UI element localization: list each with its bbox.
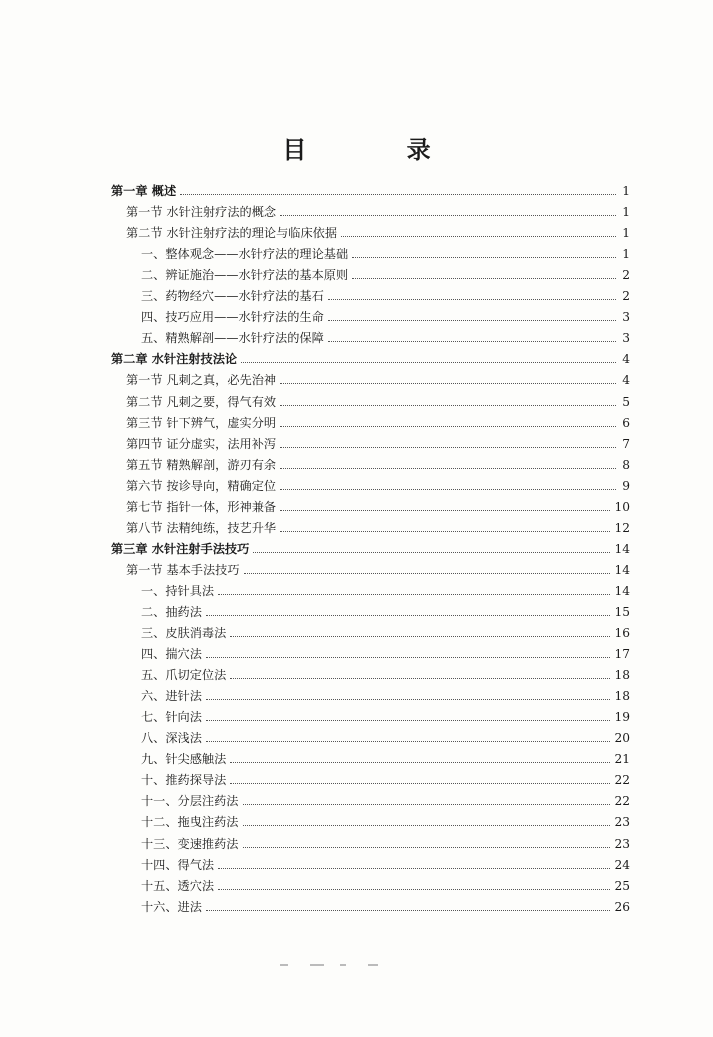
toc-section-entry — [111, 557, 630, 578]
toc-section-entry — [111, 515, 630, 536]
toc-chapter-entry — [111, 178, 630, 199]
dot-leader — [230, 635, 610, 637]
toc-entry-label: 第五节 精熟解剖，游刃有余 — [126, 457, 277, 472]
dot-leader — [328, 340, 616, 342]
dot-leader — [206, 719, 611, 721]
dot-leader — [280, 446, 616, 448]
dot-leader — [218, 867, 610, 869]
toc-entry-label: 二、抽药法 — [141, 604, 202, 619]
toc-section-entry — [111, 494, 630, 515]
toc-entry-label: 第一节 基本手法技巧 — [126, 562, 240, 577]
toc-entry-label: 十三、变速推药法 — [141, 836, 239, 851]
toc-entry-page: 21 — [614, 752, 630, 767]
dot-leader — [352, 277, 616, 279]
toc-entry-page: 18 — [614, 668, 630, 683]
toc-entry-page: 7 — [622, 436, 630, 451]
toc-entry-label: 第二章 水针注射技法论 — [111, 352, 238, 367]
toc-entry-label: 第八节 法精纯练，技艺升华 — [126, 520, 277, 535]
dot-leader — [230, 761, 610, 763]
toc-subsection-entry — [111, 746, 630, 767]
toc-entry-page: 24 — [614, 857, 630, 872]
dot-leader — [230, 677, 610, 679]
toc-subsection-entry — [111, 809, 630, 830]
dot-leader — [243, 803, 611, 805]
toc-entry-label: 第七节 指针一体，形神兼备 — [126, 499, 277, 514]
toc-entry-label: 第二节 水针注射疗法的理论与临床依据 — [126, 226, 338, 241]
dot-leader — [280, 425, 616, 427]
toc-entry-label: 第三章 水针注射手法技巧 — [111, 541, 250, 556]
toc-entry-label: 一、持针具法 — [141, 583, 215, 598]
toc-subsection-entry — [111, 599, 630, 620]
toc-entry-label: 第一章 概述 — [111, 184, 177, 199]
dot-leader — [206, 698, 611, 700]
toc-entry-page: 15 — [614, 604, 630, 619]
toc-entry-label: 第二节 凡刺之要，得气有效 — [126, 394, 277, 409]
dot-leader — [206, 614, 611, 616]
toc-entry-page: 4 — [622, 352, 630, 367]
toc-entry-page: 1 — [622, 184, 630, 199]
toc-entry-page: 10 — [614, 499, 630, 514]
toc-entry-page: 16 — [614, 626, 630, 641]
toc-entry-page: 14 — [614, 541, 630, 556]
dot-leader — [280, 382, 616, 384]
toc-entry-page: 14 — [614, 562, 630, 577]
toc-entry-page: 3 — [622, 310, 630, 325]
dot-leader — [280, 404, 616, 406]
toc-entry-label: 第四节 证分虚实，法用补泻 — [126, 436, 277, 451]
dot-leader — [352, 256, 616, 258]
toc-entry-page: 1 — [622, 205, 630, 220]
toc-subsection-entry — [111, 683, 630, 704]
table-of-contents — [111, 178, 630, 915]
toc-subsection-entry — [111, 620, 630, 641]
toc-entry-page: 4 — [622, 373, 630, 388]
dot-leader — [244, 572, 611, 574]
dot-leader — [341, 235, 616, 237]
toc-entry-label: 第六节 按诊导向，精确定位 — [126, 478, 277, 493]
dot-leader — [218, 593, 610, 595]
toc-section-entry — [111, 220, 630, 241]
toc-entry-label: 五、爪切定位法 — [141, 668, 227, 683]
toc-subsection-entry — [111, 578, 630, 599]
toc-subsection-entry — [111, 304, 630, 325]
toc-subsection-entry — [111, 704, 630, 725]
dot-leader — [280, 530, 610, 532]
toc-entry-page: 17 — [614, 647, 630, 662]
toc-entry-page: 6 — [622, 415, 630, 430]
toc-subsection-entry — [111, 662, 630, 683]
toc-entry-label: 十、推药探导法 — [141, 773, 227, 788]
toc-entry-label: 四、揣穴法 — [141, 647, 202, 662]
toc-entry-page: 1 — [622, 247, 630, 262]
toc-subsection-entry — [111, 830, 630, 851]
toc-entry-label: 第三节 针下辨气，虚实分明 — [126, 415, 277, 430]
toc-entry-page: 22 — [614, 794, 630, 809]
dot-leader — [241, 361, 616, 363]
toc-entry-label: 四、技巧应用——水针疗法的生命 — [141, 310, 324, 325]
toc-entry-label: 十二、拖曳注药法 — [141, 815, 239, 830]
toc-entry-page: 22 — [614, 773, 630, 788]
toc-entry-page: 2 — [622, 268, 630, 283]
dot-leader — [230, 782, 610, 784]
toc-entry-page: 5 — [622, 394, 630, 409]
dot-leader — [253, 551, 610, 553]
toc-section-entry — [111, 199, 630, 220]
toc-entry-label: 九、针尖感触法 — [141, 752, 227, 767]
toc-chapter-entry — [111, 346, 630, 367]
dot-leader — [328, 298, 616, 300]
toc-entry-page: 25 — [614, 878, 630, 893]
toc-chapter-entry — [111, 536, 630, 557]
toc-entry-label: 七、针向法 — [141, 710, 202, 725]
dot-leader — [243, 846, 611, 848]
toc-entry-page: 8 — [622, 457, 630, 472]
toc-subsection-entry — [111, 325, 630, 346]
scan-specks — [280, 962, 400, 968]
toc-entry-label: 十五、透穴法 — [141, 878, 215, 893]
toc-entry-page: 20 — [614, 731, 630, 746]
toc-subsection-entry — [111, 725, 630, 746]
toc-entry-label: 六、进针法 — [141, 689, 202, 704]
toc-entry-label: 二、辨证施治——水针疗法的基本原则 — [141, 268, 349, 283]
toc-entry-page: 23 — [614, 836, 630, 851]
dot-leader — [206, 909, 611, 911]
toc-entry-label: 一、整体观念——水针疗法的理论基础 — [141, 247, 349, 262]
toc-subsection-entry — [111, 873, 630, 894]
dot-leader — [280, 467, 616, 469]
toc-entry-page: 12 — [614, 520, 630, 535]
toc-entry-page: 19 — [614, 710, 630, 725]
toc-entry-label: 十四、得气法 — [141, 857, 215, 872]
dot-leader — [180, 193, 616, 195]
toc-entry-label: 十一、分层注药法 — [141, 794, 239, 809]
toc-subsection-entry — [111, 283, 630, 304]
dot-leader — [218, 888, 610, 890]
toc-entry-page: 2 — [622, 289, 630, 304]
dot-leader — [206, 740, 611, 742]
toc-entry-label: 十六、进法 — [141, 899, 202, 914]
toc-entry-label: 八、深浅法 — [141, 731, 202, 746]
toc-entry-page: 26 — [614, 899, 630, 914]
toc-entry-label: 五、精熟解剖——水针疗法的保障 — [141, 331, 324, 346]
toc-entry-label: 三、皮肤消毒法 — [141, 626, 227, 641]
toc-section-entry — [111, 431, 630, 452]
toc-section-entry — [111, 388, 630, 409]
toc-subsection-entry — [111, 894, 630, 915]
toc-subsection-entry — [111, 767, 630, 788]
dot-leader — [206, 656, 611, 658]
page-title: 目 录 — [282, 135, 477, 164]
toc-entry-page: 3 — [622, 331, 630, 346]
toc-entry-page: 18 — [614, 689, 630, 704]
toc-entry-page: 9 — [622, 478, 630, 493]
dot-leader — [280, 214, 616, 216]
toc-section-entry — [111, 367, 630, 388]
dot-leader — [280, 509, 610, 511]
toc-subsection-entry — [111, 641, 630, 662]
toc-entry-page: 1 — [622, 226, 630, 241]
dot-leader — [243, 824, 611, 826]
toc-entry-page: 23 — [614, 815, 630, 830]
toc-subsection-entry — [111, 788, 630, 809]
toc-subsection-entry — [111, 852, 630, 873]
toc-entry-label: 三、药物经穴——水针疗法的基石 — [141, 289, 324, 304]
dot-leader — [328, 319, 616, 321]
toc-section-entry — [111, 452, 630, 473]
toc-subsection-entry — [111, 262, 630, 283]
toc-section-entry — [111, 410, 630, 431]
toc-entry-page: 14 — [614, 583, 630, 598]
toc-subsection-entry — [111, 241, 630, 262]
toc-entry-label: 第一节 凡刺之真，必先治神 — [126, 373, 277, 388]
toc-section-entry — [111, 473, 630, 494]
toc-entry-label: 第一节 水针注射疗法的概念 — [126, 205, 277, 220]
dot-leader — [280, 488, 616, 490]
